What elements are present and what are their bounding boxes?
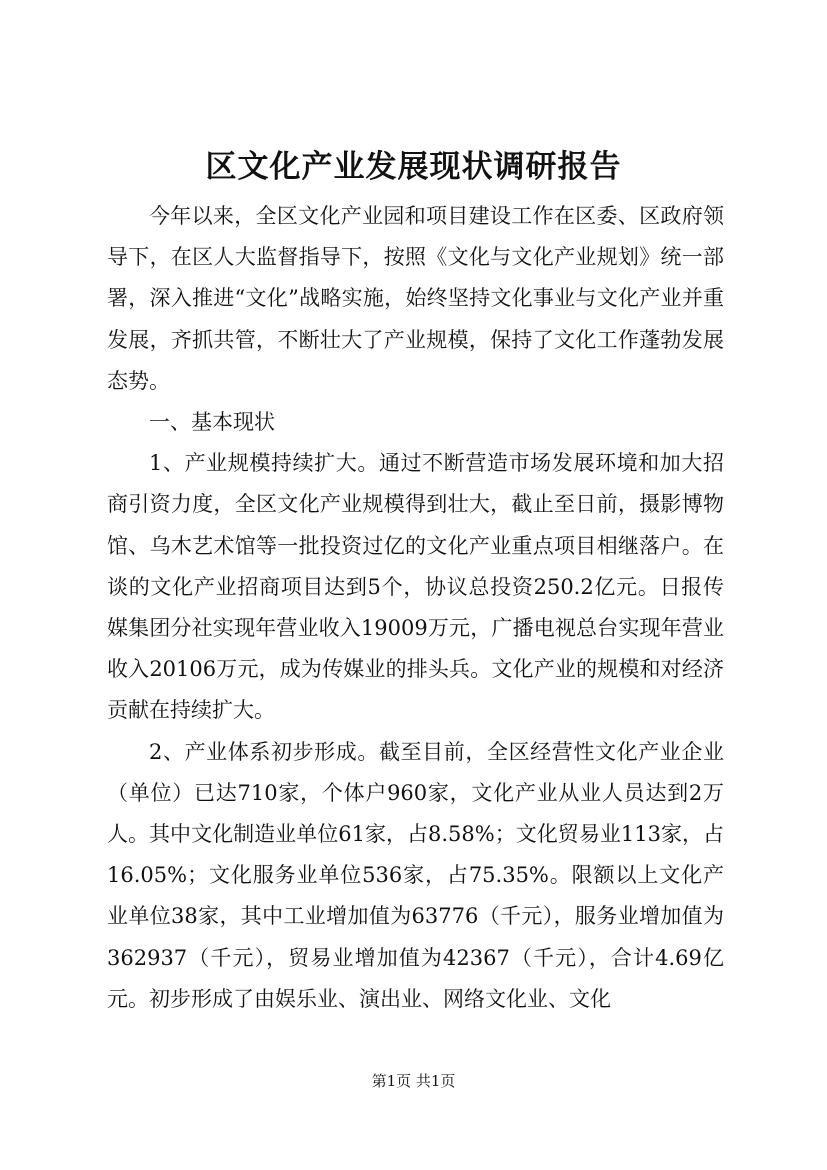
intro-paragraph: 今年以来，全区文化产业园和项目建设工作在区委、区政府领导下，在区人大监督指导下，按照《文化与文化产业规划》统一部署，深入推进“文化”战略实施，始终坚持文化事业与文化产业并重发展，齐抓共管，不断壮大了产业规模，保持了文化工作蓬勃发展态势。 (107, 204, 724, 393)
page-number: 第1页 共1页 (371, 1072, 456, 1090)
document-body (107, 196, 724, 1020)
industry-scale-paragraph: 1、产业规模持续扩大。通过不断营造市场发展环境和加大招商引资力度，全区文化产业规模得到壮大，截止至日前，摄影博物馆、乌木艺术馆等一批投资过亿的文化产业重点项目相继落户。在谈的文化产业招商项目达到5个，协议总投资250.2亿元。日报传媒集团分社实现年营业收入19009万元，广播电视总台实现年营业收入20106万元，成为传媒业的排头兵。文化产业的规模和对经济贡献在持续扩大。 (107, 451, 724, 723)
industry-system-paragraph: 2、产业体系初步形成。截至目前，全区经营性文化产业企业（单位）已达710家，个体户960家，文化产业从业人员达到2万人。其中文化制造业单位61家，占8.58%；文化贸易业113家，占16.05%；文化服务业单位536家，占75.35%。限额以上文化产业单位38家，其中工业增加值为63776（千元），服务业增加值为362937（千元），贸易业增加值为42367（千元），合计4.69亿元。初步形成了由娱乐业、演出业、网络文化业、文化 (107, 739, 724, 1011)
section-heading: 一、基本现状 (149, 410, 275, 435)
document-title: 区文化产业发展现状调研报告 (205, 149, 622, 185)
